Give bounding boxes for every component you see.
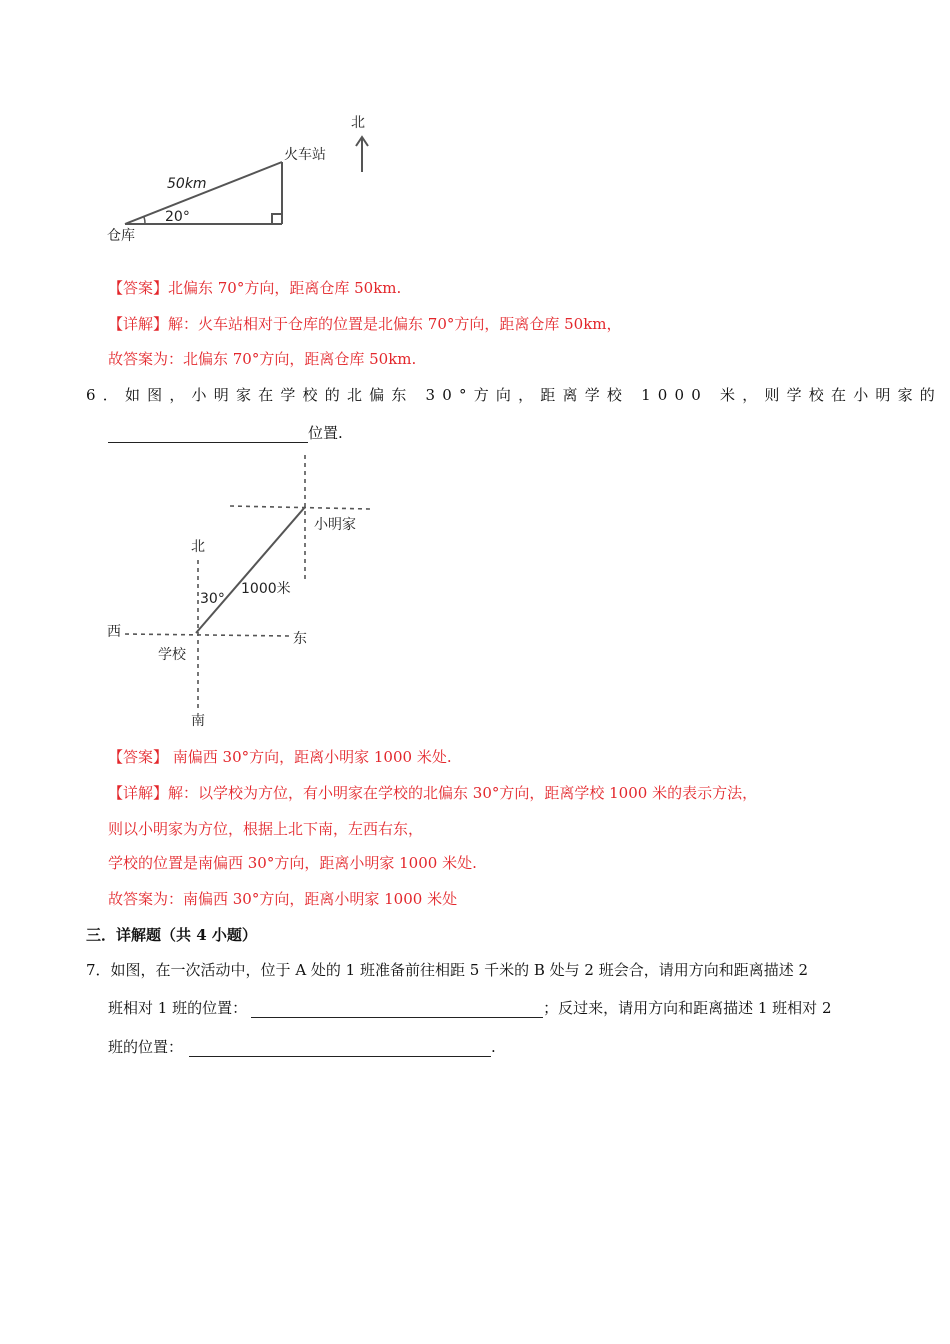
answer-blank[interactable]	[189, 1040, 491, 1057]
q5-answer: 【答案】北偏东 70°方向，距离仓库 50km.	[108, 279, 402, 297]
q7-line1: 7．如图，在一次活动中，位于 A 处的 1 班准备前往相距 5 千米的 B 处与 2 班会合，请用方向和距离描述 2	[86, 961, 809, 979]
q6-conclusion: 故答案为：南偏西 30°方向，距离小明家 1000 米处	[108, 890, 458, 908]
q6-question: 6．如图，小明家在学校的北偏东 30°方向，距离学校 1000 米，则学校在小明家的	[86, 386, 943, 404]
q7-line3-prefix: 班的位置：	[108, 1038, 184, 1056]
q6-detail-2: 则以小明家为方位，根据上北下南，左西右东，	[108, 820, 424, 838]
answer-blank[interactable]	[251, 1001, 543, 1018]
q6-answer: 【答案】 南偏西 30°方向，距离小明家 1000 米处.	[108, 748, 452, 766]
label-warehouse: 仓库	[107, 228, 135, 244]
label-south: 南	[191, 713, 205, 729]
label-north: 北	[191, 539, 205, 555]
label-distance: 1000米	[241, 581, 291, 597]
section-title: 三．详解题（共 4 小题）	[86, 926, 257, 944]
label-east: 东	[293, 631, 307, 647]
q7-line3	[108, 1037, 496, 1057]
q7-line2-suffix: ；反过来，请用方向和距离描述 1 班相对 2	[543, 999, 832, 1017]
answer-blank[interactable]	[108, 426, 308, 443]
diagram-train-station	[125, 137, 368, 224]
q6-suffix: 位置.	[308, 424, 343, 442]
label-school: 学校	[158, 647, 186, 663]
label-station: 火车站	[284, 147, 326, 163]
label-north: 北	[351, 115, 365, 131]
q6-blank-line	[108, 423, 343, 443]
label-angle: 20°	[165, 209, 190, 225]
q7-line2-prefix: 班相对 1 班的位置：	[108, 999, 248, 1017]
label-angle: 30°	[200, 591, 225, 607]
q6-detail-3: 学校的位置是南偏西 30°方向，距离小明家 1000 米处.	[108, 854, 477, 872]
q7-line2	[108, 998, 832, 1018]
q5-detail: 【详解】解：火车站相对于仓库的位置是北偏东 70°方向，距离仓库 50km，	[108, 315, 622, 333]
q7-line3-suffix: .	[491, 1038, 496, 1056]
q5-conclusion: 故答案为：北偏东 70°方向，距离仓库 50km.	[108, 350, 417, 368]
q6-detail-1: 【详解】解：以学校为方位，有小明家在学校的北偏东 30°方向，距离学校 1000 米的表示方法，	[108, 784, 758, 802]
label-west: 西	[107, 624, 121, 640]
label-distance: 50km	[167, 176, 207, 192]
label-home: 小明家	[314, 517, 356, 533]
